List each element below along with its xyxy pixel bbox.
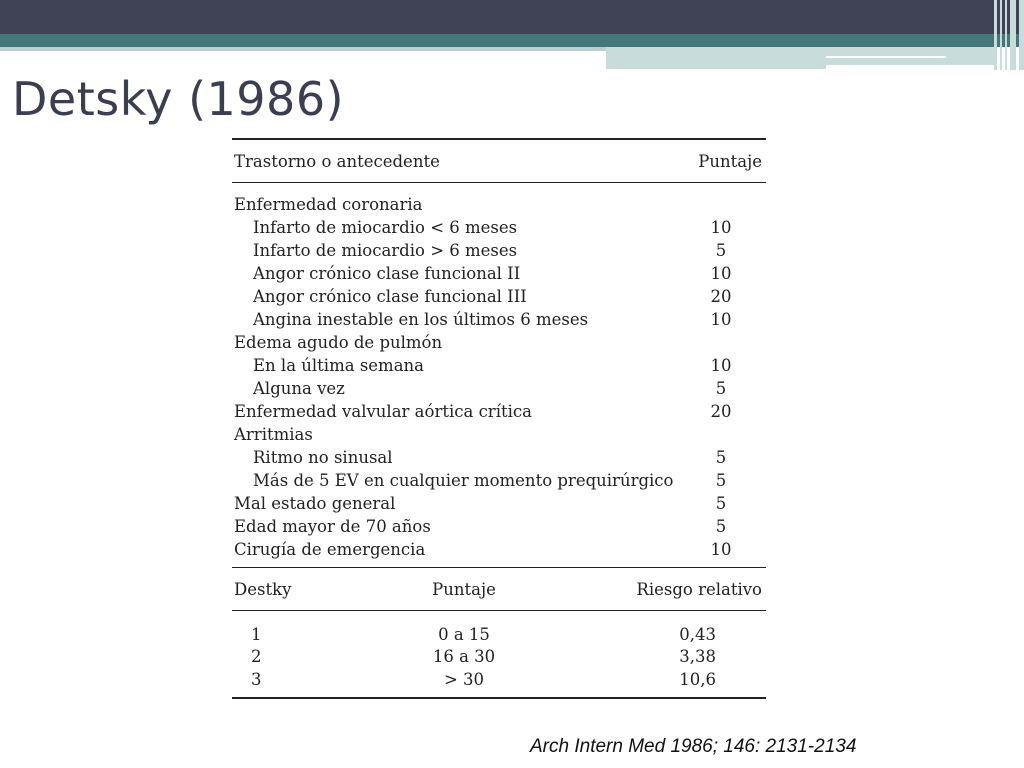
- table-row: [232, 377, 766, 400]
- row-label: Angina inestable en los últimos 6 meses: [253, 310, 589, 329]
- row-label: Mal estado general: [234, 494, 396, 513]
- table1-header-condition: Trastorno o antecedente: [234, 151, 440, 171]
- row-label: Angor crónico clase funcional III: [253, 287, 527, 306]
- header-vertical-stripes: [994, 0, 1024, 70]
- row-label: Cirugía de emergencia: [234, 540, 426, 559]
- row-score: 5: [715, 379, 727, 398]
- table-row: [232, 623, 766, 646]
- table-row: [232, 423, 766, 446]
- row-label: Alguna vez: [253, 379, 345, 398]
- table2-header-score: Puntaje: [432, 579, 496, 599]
- table2-cell-c3: 0,43: [679, 624, 716, 644]
- table-row: [232, 239, 766, 262]
- row-score: 20: [710, 287, 732, 306]
- table2-cell-c2: > 30: [443, 669, 485, 689]
- table1-header: [232, 140, 766, 182]
- table2-cell-c1: 3: [251, 669, 262, 689]
- row-score: 5: [715, 448, 727, 467]
- table-row: [232, 193, 766, 216]
- row-score: 10: [710, 356, 732, 375]
- table-row: [232, 646, 766, 669]
- table2-cell-c1: 2: [251, 647, 262, 667]
- row-label: Angor crónico clase funcional II: [253, 264, 521, 283]
- header-band-white-line: [826, 56, 946, 58]
- row-score: 10: [710, 264, 732, 283]
- row-score: 20: [710, 402, 732, 421]
- table-row: [232, 308, 766, 331]
- row-label: Enfermedad coronaria: [234, 195, 423, 214]
- row-score: 10: [710, 310, 732, 329]
- row-label: Enfermedad valvular aórtica crítica: [234, 402, 532, 421]
- table1-body: [232, 183, 766, 567]
- table-row: [232, 515, 766, 538]
- table-row: [232, 446, 766, 469]
- header-band-light: [0, 47, 606, 51]
- table-bottom-rule: [232, 697, 766, 699]
- table2-cell-c3: 3,38: [679, 647, 716, 667]
- row-label: Más de 5 EV en cualquier momento prequirúrgico: [253, 471, 674, 490]
- table-row: [232, 538, 766, 561]
- slide-title: Detsky (1986): [12, 72, 345, 126]
- citation: Arch Intern Med 1986; 146: 2131-2134: [530, 736, 857, 757]
- table-row: [232, 668, 766, 691]
- row-score: 5: [715, 471, 727, 490]
- table-row: [232, 469, 766, 492]
- table2-header-detsky: Destky: [234, 579, 292, 599]
- table2-cell-c2: 0 a 15: [438, 624, 490, 644]
- table-row: [232, 400, 766, 423]
- table-row: [232, 216, 766, 239]
- row-score: 10: [710, 218, 732, 237]
- row-label: Infarto de miocardio > 6 meses: [253, 241, 518, 260]
- detsky-table: [232, 138, 766, 699]
- row-score: 5: [715, 494, 727, 513]
- row-label: Edad mayor de 70 años: [234, 517, 431, 536]
- table-row: [232, 354, 766, 377]
- table2-cell-c1: 1: [251, 624, 262, 644]
- row-label: Arritmias: [234, 425, 313, 444]
- table1-header-score: Puntaje: [698, 151, 762, 171]
- row-score: 5: [715, 241, 727, 260]
- row-label: Infarto de miocardio < 6 meses: [253, 218, 518, 237]
- row-score: 10: [710, 540, 732, 559]
- table2-header-risk: Riesgo relativo: [636, 579, 762, 599]
- table-row: [232, 331, 766, 354]
- table2-cell-c2: 16 a 30: [432, 647, 496, 667]
- table-row: [232, 262, 766, 285]
- header-band-light-strip: [606, 65, 826, 69]
- row-label: Edema agudo de pulmón: [234, 333, 443, 352]
- header-band-dark: [0, 0, 1024, 34]
- row-label: Ritmo no sinusal: [253, 448, 393, 467]
- table2-header: [232, 568, 766, 610]
- table-row: [232, 285, 766, 308]
- table2-body: [232, 611, 766, 697]
- header-band-teal: [0, 34, 1024, 47]
- table2-cell-c3: 10,6: [679, 669, 716, 689]
- table-row: [232, 492, 766, 515]
- row-label: En la última semana: [253, 356, 424, 375]
- row-score: 5: [715, 517, 727, 536]
